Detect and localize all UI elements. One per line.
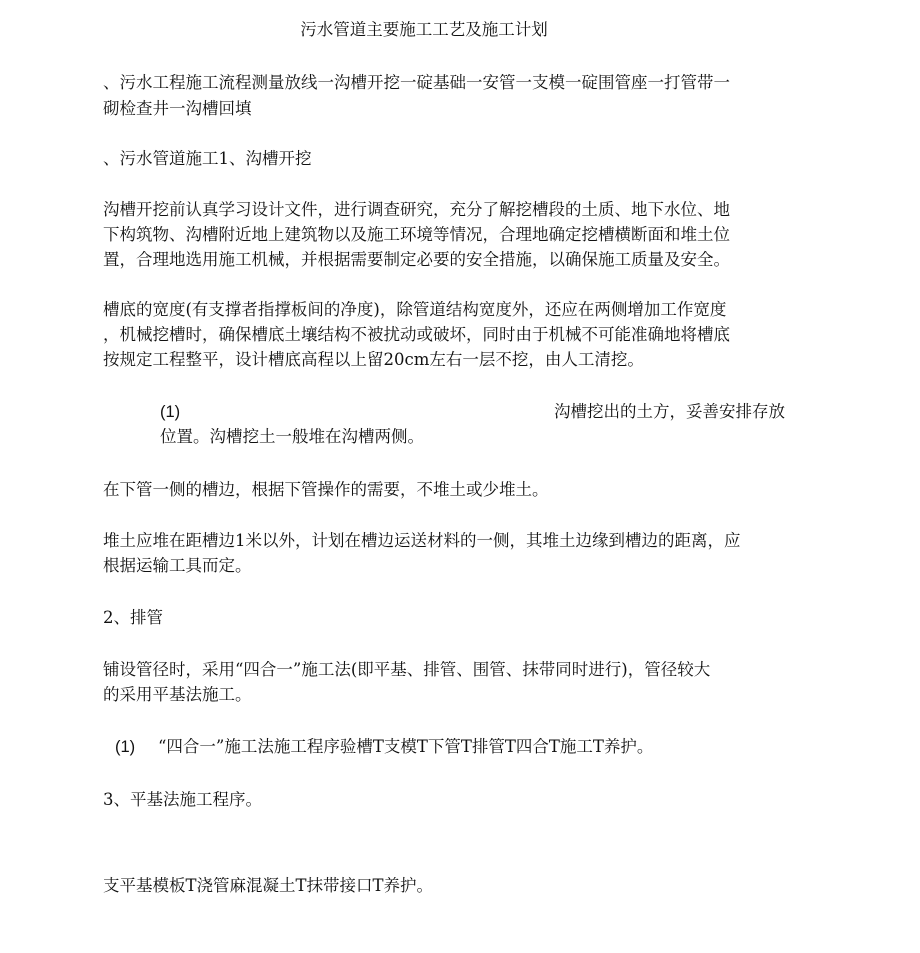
list-item-text: 沟槽挖出的土方，妥善安排存放 — [554, 402, 785, 421]
list-number: (1) — [115, 738, 136, 756]
paragraph-line: 铺设管径时，采用“四合一”施工法(即平基、排管、围管、抹带同时进行)，管径较大 — [103, 660, 711, 679]
paragraph-line: 槽底的宽度(有支撑者指撑板间的净度)，除管道结构宽度外，还应在两侧增加工作宽度 — [103, 300, 727, 319]
list-item-text: 位置。沟槽挖土一般堆在沟槽两侧。 — [160, 427, 424, 446]
paragraph-line: 砌检查井一沟槽回填 — [103, 99, 252, 118]
paragraph-line: 置，合理地选用施工机械，并根据需要制定必要的安全措施，以确保施工质量及安全。 — [103, 250, 730, 269]
paragraph-line: 支平基模板T浇管麻混凝土T抹带接口T养护。 — [103, 876, 434, 895]
section-heading: 、污水管道施工1、沟槽开挖 — [103, 149, 312, 168]
paragraph-line: 根据运输工具而定。 — [103, 556, 252, 575]
section-heading: 2、排管 — [103, 608, 163, 627]
paragraph-line: 的采用平基法施工。 — [103, 685, 252, 704]
paragraph-line: 沟槽开挖前认真学习设计文件，进行调查研究，充分了解挖槽段的土质、地下水位、地 — [103, 200, 730, 219]
paragraph-line: ，机械挖槽时，确保槽底土壤结构不被扰动或破坏，同时由于机械不可能准确地将槽底 — [103, 325, 730, 344]
section-heading: 3、平基法施工程序。 — [103, 790, 262, 809]
paragraph-line: 下构筑物、沟槽附近地上建筑物以及施工环境等情况，合理地确定挖槽横断面和堆土位 — [103, 225, 730, 244]
paragraph-line: 堆土应堆在距槽边1米以外，计划在槽边运送材料的一侧，其堆土边缘到槽边的距离，应 — [103, 531, 741, 550]
paragraph-line: 在下管一侧的槽边，根据下管操作的需要，不堆土或少堆土。 — [103, 480, 549, 499]
list-item-text: “四合一”施工法施工程序验槽T支模T下管T排管T四合T施工T养护。 — [158, 737, 654, 756]
paragraph-line: 按规定工程整平，设计槽底高程以上留20cm左右一层不挖，由人工清挖。 — [103, 350, 644, 369]
paragraph-line: 、污水工程施工流程测量放线一沟槽开挖一碇基础一安管一支模一碇围管座一打管带一 — [103, 73, 730, 92]
page-title: 污水管道主要施工工艺及施工计划 — [300, 20, 548, 39]
list-number: (1) — [160, 403, 181, 421]
